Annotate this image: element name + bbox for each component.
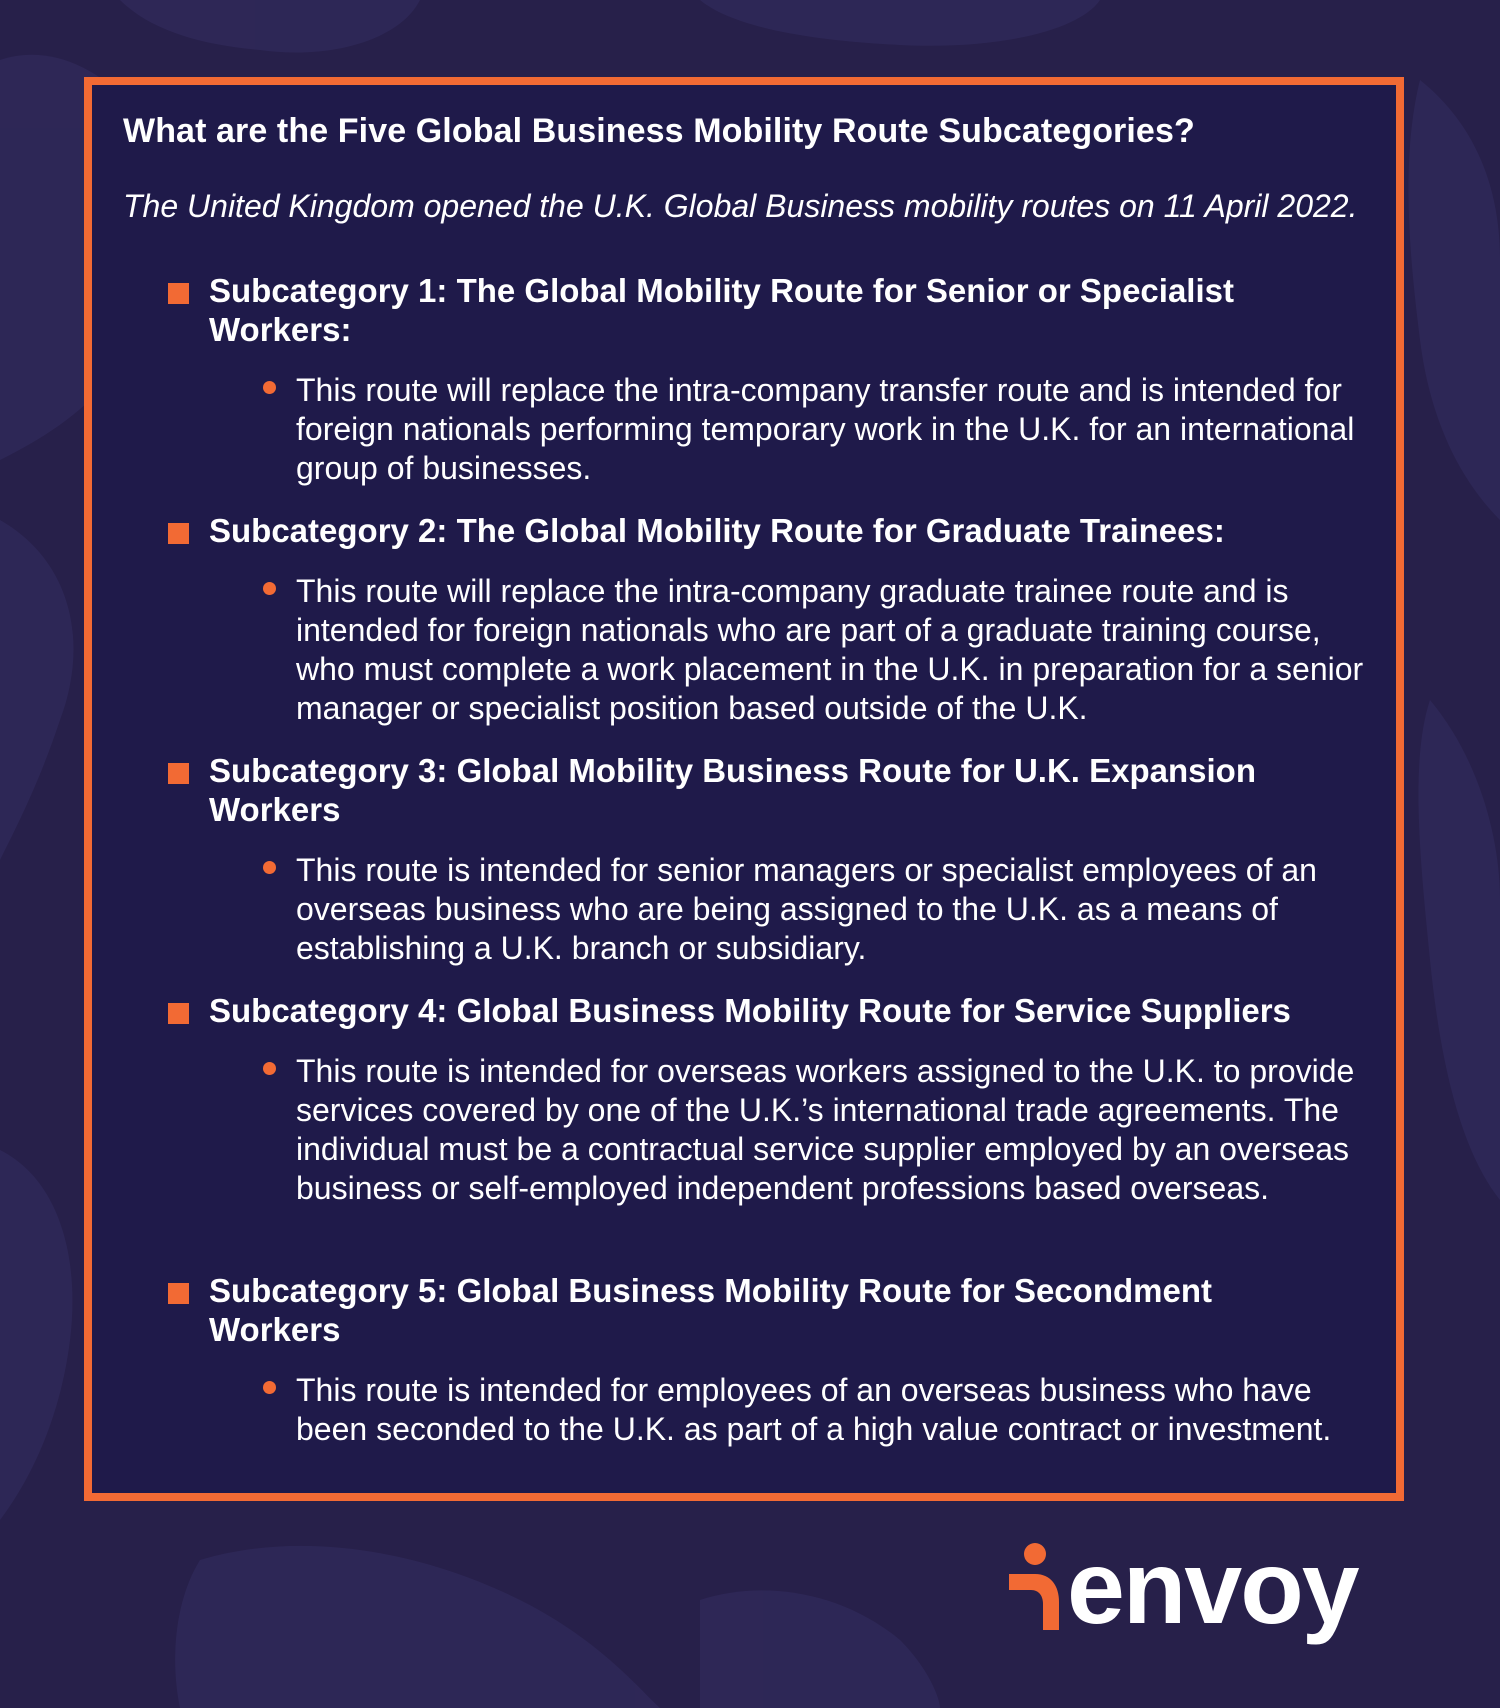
orange-dot-icon: [263, 1381, 276, 1394]
subcategory-description: This route is intended for employees of an overseas business who have been seconded to the U.K. as part of a high value contract or investment.: [296, 1372, 1332, 1447]
page-title: What are the Five Global Business Mobility Route Subcategories?: [123, 112, 1195, 150]
envoy-logo-mark-icon: [1005, 1540, 1075, 1640]
orange-square-icon: [168, 1003, 189, 1024]
orange-dot-icon: [263, 582, 276, 595]
subcategory-description: This route will replace the intra-company transfer route and is intended for foreign nationals performing temporary work in the U.K. for an international group of businesses.: [296, 372, 1355, 486]
subcategory-heading: Subcategory 3: Global Mobility Business Route for U.K. Expansion Workers: [209, 752, 1256, 828]
subcategory-description: This route is intended for overseas workers assigned to the U.K. to provide services covered by one of the U.K.’s international trade agreements. The individual must be a contractual service supplier employed by an overseas business or self-employed independent professions based overseas.: [296, 1053, 1355, 1206]
subcategory-description: This route is intended for senior managers or specialist employees of an overseas business who are being assigned to the U.K. as a means of establishing a U.K. branch or subsidiary.: [296, 852, 1317, 966]
orange-square-icon: [168, 763, 189, 784]
subcategory-3: [168, 751, 1378, 968]
subcategory-1: [168, 271, 1378, 488]
subcategory-heading: Subcategory 5: Global Business Mobility Route for Secondment Workers: [209, 1272, 1212, 1348]
subcategory-2: [168, 511, 1378, 728]
subcategory-5: [168, 1271, 1378, 1449]
subcategory-heading: Subcategory 1: The Global Mobility Route for Senior or Specialist Workers:: [209, 272, 1234, 348]
subcategory-heading: Subcategory 4: Global Business Mobility Route for Service Suppliers: [209, 992, 1291, 1029]
content-panel: [84, 77, 1404, 1501]
orange-square-icon: [168, 1283, 189, 1304]
orange-dot-icon: [263, 861, 276, 874]
orange-dot-icon: [263, 1062, 276, 1075]
subcategory-heading: Subcategory 2: The Global Mobility Route for Graduate Trainees:: [209, 512, 1225, 549]
orange-square-icon: [168, 283, 189, 304]
orange-dot-icon: [263, 381, 276, 394]
subcategory-4: [168, 991, 1378, 1208]
orange-square-icon: [168, 523, 189, 544]
page-subtitle: The United Kingdom opened the U.K. Global Business mobility routes on 11 April 2022.: [123, 188, 1358, 224]
logo-wordmark: envoy: [1067, 1530, 1358, 1646]
subcategory-description: This route will replace the intra-company graduate trainee route and is intended for foreign nationals who are part of a graduate training course, who must complete a work placement in the U.K. in preparation for a senior manager or specialist position based outside of the U.K.: [296, 573, 1364, 726]
envoy-logo: [1005, 1530, 1425, 1646]
